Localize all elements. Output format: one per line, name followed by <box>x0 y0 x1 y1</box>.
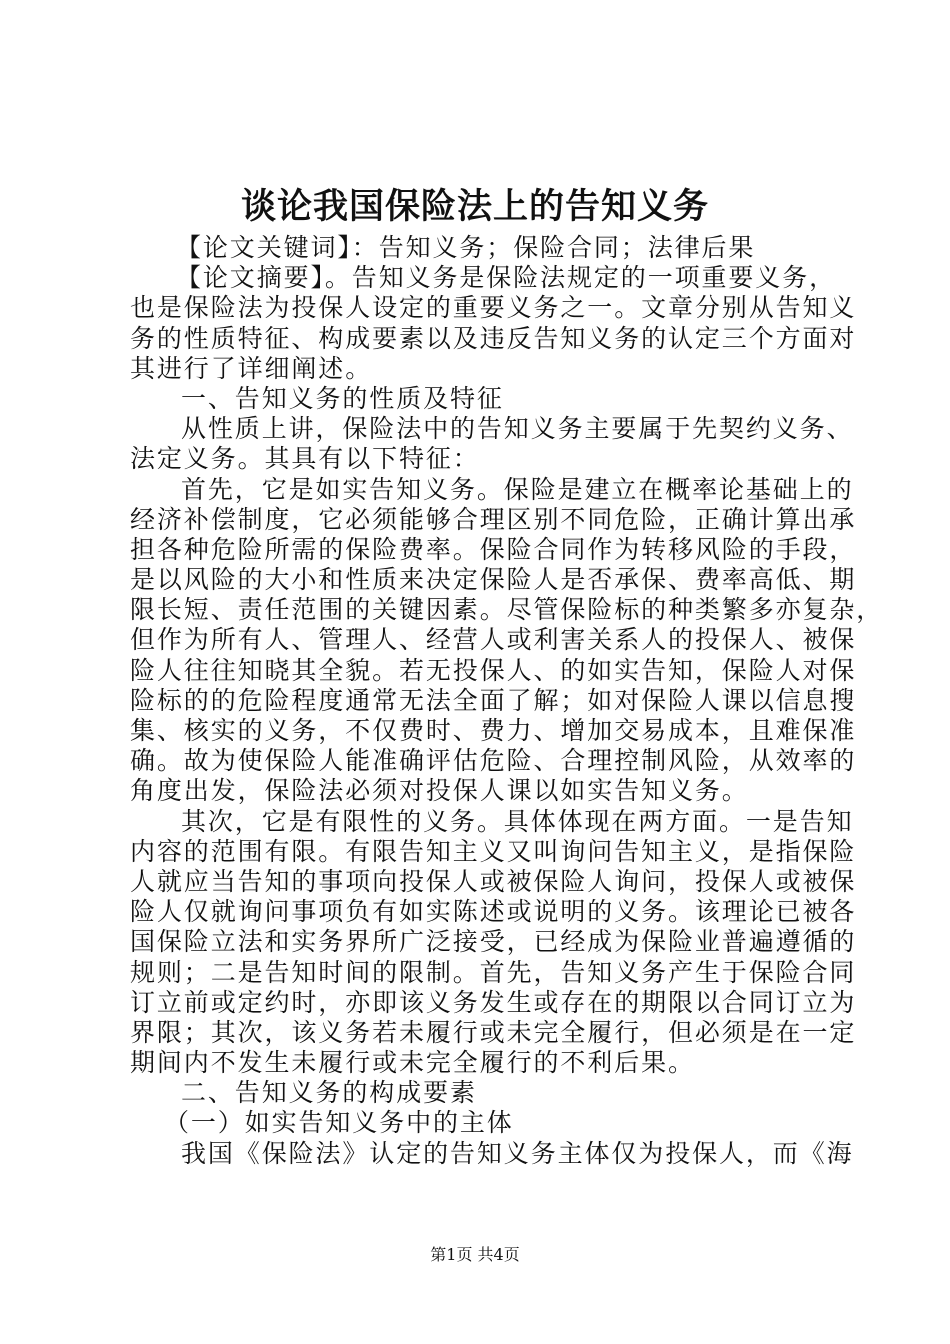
subsection-heading: （一）如实告知义务中的主体 <box>164 1108 514 1138</box>
text-line: 人就应当告知的事项向投保人或被保险人询问，投保人或被保 <box>130 866 857 896</box>
text-line: 内容的范围有限。有限告知主义又叫询问告知主义，是指保险 <box>130 836 857 866</box>
text-line: 国保险立法和实务界所广泛接受，已经成为保险业普遍遵循的 <box>130 927 857 957</box>
text-line: 确。故为使保险人能准确评估危险、合理控制风险，从效率的 <box>130 746 857 776</box>
keywords-line: 【论文关键词】：告知义务；保险合同；法律后果 <box>176 233 756 262</box>
document-title: 谈论我国保险法上的告知义务 <box>240 186 709 227</box>
text-line: 是以风险的大小和性质来决定保险人是否承保、费率高低、期 <box>130 565 857 595</box>
section-heading: 一、告知义务的性质及特征 <box>181 383 504 413</box>
text-line: 但作为所有人、管理人、经营人或利害关系人的投保人、被保 <box>130 625 857 655</box>
paragraph-start-line: 从性质上讲，保险法中的告知义务主要属于先契约义务、 <box>181 414 854 444</box>
text-line: 限长短、责任范围的关键因素。尽管保险标的种类繁多亦复杂， <box>130 595 884 625</box>
text-line: 期间内不发生未履行或未完全履行的不利后果。 <box>130 1048 695 1078</box>
page-number-footer: 第1页 共4页 <box>430 1245 520 1264</box>
text-line: 险标的的危险程度通常无法全面了解；如对保险人课以信息搜 <box>130 685 857 715</box>
paragraph-start-line: 我国《保险法》认定的告知义务主体仅为投保人，而《海 <box>181 1138 854 1168</box>
text-line: 法定义务。其具有以下特征： <box>130 444 480 474</box>
text-line: 务的性质特征、构成要素以及违反告知义务的认定三个方面对 <box>130 323 857 353</box>
text-line: 其进行了详细阐述。 <box>130 353 373 383</box>
text-line: 担各种危险所需的保险费率。保险合同作为转移风险的手段， <box>130 534 857 564</box>
paragraph-start-line: 其次，它是有限性的义务。具体体现在两方面。一是告知 <box>181 806 854 836</box>
section-heading: 二、告知义务的构成要素 <box>181 1078 477 1108</box>
text-line: 规则；二是告知时间的限制。首先，告知义务产生于保险合同 <box>130 957 857 987</box>
abstract-line: 【论文摘要】。告知义务是保险法规定的一项重要义务， <box>176 263 837 293</box>
text-line: 经济补偿制度，它必须能够合理区别不同危险，正确计算出承 <box>130 504 857 534</box>
text-line: 险人往往知晓其全貌。若无投保人、的如实告知，保险人对保 <box>130 655 857 685</box>
text-line: 界限；其次，该义务若未履行或未完全履行，但必须是在一定 <box>130 1017 857 1047</box>
paragraph-start-line: 首先，它是如实告知义务。保险是建立在概率论基础上的 <box>181 474 854 504</box>
text-line: 集、核实的义务，不仅费时、费力、增加交易成本，且难保准 <box>130 716 857 745</box>
text-line: 订立前或定约时，亦即该义务发生或存在的期限以合同订立为 <box>130 987 857 1017</box>
document-body <box>130 233 884 1169</box>
text-line: 也是保险法为投保人设定的重要义务之一。文章分别从告知义 <box>130 293 857 323</box>
text-line: 险人仅就询问事项负有如实陈述或说明的义务。该理论已被各 <box>130 897 857 927</box>
text-line: 角度出发，保险法必须对投保人课以如实告知义务。 <box>130 776 749 806</box>
